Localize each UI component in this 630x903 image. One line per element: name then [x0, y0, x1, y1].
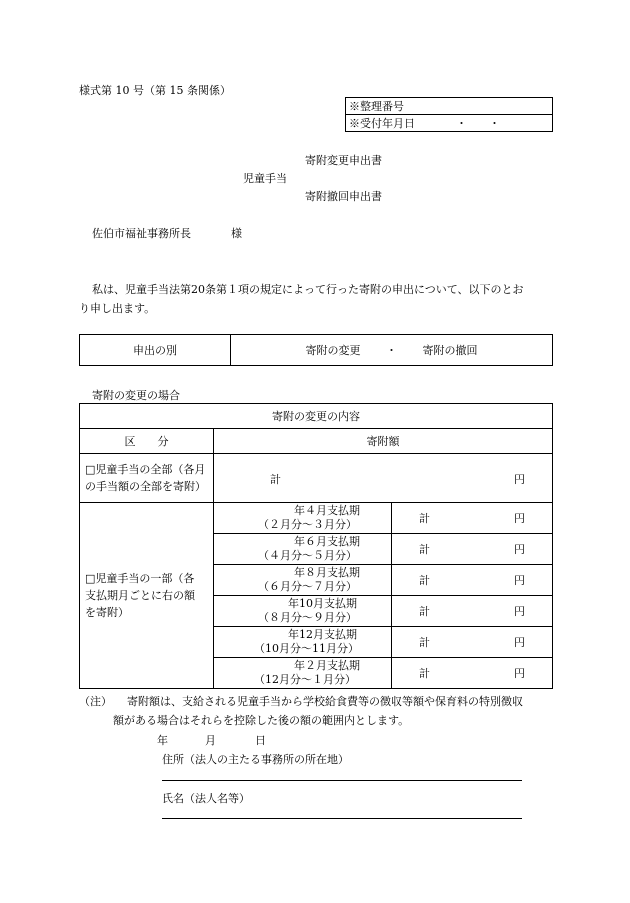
request-type-table	[79, 334, 553, 366]
period-yen: 円	[472, 658, 553, 689]
note-line1: 寄附額は、支給される児童手当から学校給食費等の徴収等額や保育料の特別徴収	[127, 695, 523, 708]
request-type-label: 申出の別	[80, 335, 231, 366]
period-line1: 年12月支払期	[288, 628, 357, 641]
name-line[interactable]	[162, 818, 522, 819]
body-text-line1: 私は、児童手当法第20条第１項の規定によって行った寄附の申出について、以下のとお	[92, 283, 524, 296]
period-total-label[interactable]: 計	[392, 596, 473, 627]
period-cell	[214, 565, 392, 596]
yen-label: 円	[514, 473, 525, 486]
period-total-label[interactable]: 計	[392, 627, 473, 658]
period-line1: 年２月支払期	[294, 659, 360, 672]
honorific: 様	[231, 227, 242, 240]
reference-number-field: ※整理番号	[346, 98, 553, 115]
period-line2: （４月分～５月分）	[258, 549, 357, 562]
row-all-label-line1: □児童手当の全部（各月	[85, 463, 206, 476]
date-day-label: 日	[255, 734, 266, 747]
option-change[interactable]: 寄附の変更	[305, 344, 361, 357]
change-table-header: 寄附の変更の内容	[80, 404, 553, 429]
option-separator: ・	[386, 344, 397, 357]
period-line1: 年８月支払期	[294, 566, 360, 579]
period-yen: 円	[472, 534, 553, 565]
option-withdraw[interactable]: 寄附の撤回	[422, 344, 478, 357]
period-total-label[interactable]: 計	[392, 503, 473, 534]
date-year-label: 年	[157, 734, 168, 747]
row-all-amount[interactable]	[214, 454, 553, 503]
change-section-label: 寄附の変更の場合	[92, 389, 180, 402]
row-part-label[interactable]	[80, 503, 214, 689]
row-all-label-line2: の手当額の全部を寄附）	[85, 480, 206, 493]
period-line2: （２月分～３月分）	[258, 518, 357, 531]
form-number: 様式第 10 号（第 15 条関係）	[79, 84, 231, 97]
received-date-label: ※受付年月日	[349, 117, 415, 130]
period-total-label[interactable]: 計	[392, 565, 473, 596]
period-yen: 円	[472, 565, 553, 596]
period-line1: 年４月支払期	[294, 504, 360, 517]
period-line2: （10月分～11月分）	[254, 642, 359, 655]
title-withdraw: 寄附撤回申出書	[305, 190, 382, 203]
body-text-line2: り申し出ます。	[79, 302, 156, 315]
addressee: 佐伯市福祉事務所長	[92, 227, 191, 240]
period-cell	[214, 596, 392, 627]
period-yen: 円	[472, 503, 553, 534]
row-part-label-line1: □児童手当の一部（各	[85, 572, 195, 585]
period-total-label[interactable]: 計	[392, 658, 473, 689]
period-line1: 年10月支払期	[288, 597, 357, 610]
period-line1: 年６月支払期	[294, 535, 360, 548]
change-table	[79, 403, 553, 689]
note-line2: 額がある場合はそれらを控除した後の額の範囲内とします。	[113, 714, 410, 727]
date-month-label: 月	[205, 734, 216, 747]
period-yen: 円	[472, 627, 553, 658]
name-label: 氏名（法人名等）	[162, 792, 250, 805]
column-category: 区 分	[80, 429, 214, 454]
note-label: （注）	[79, 695, 112, 708]
row-all-label[interactable]	[80, 454, 214, 503]
received-date-dots: ・ ・	[456, 117, 500, 130]
period-line2: （８月分～９月分）	[258, 611, 357, 624]
period-cell	[214, 658, 392, 689]
total-label: 計	[270, 473, 281, 486]
period-total-label[interactable]: 計	[392, 534, 473, 565]
row-part-label-line2: 支払期月ごとに右の額	[85, 589, 195, 602]
address-label: 住所（法人の主たる事務所の所在地）	[162, 753, 349, 766]
period-line2: （６月分～７月分）	[258, 580, 357, 593]
column-amount: 寄附額	[214, 429, 553, 454]
received-date-field	[346, 115, 553, 132]
period-cell	[214, 534, 392, 565]
address-line[interactable]	[162, 780, 522, 781]
period-line2: （12月分～１月分）	[254, 673, 356, 686]
title-change: 寄附変更申出書	[305, 154, 382, 167]
period-cell	[214, 627, 392, 658]
office-use-box	[345, 97, 553, 132]
period-cell	[214, 503, 392, 534]
row-part-label-line3: を寄附）	[85, 606, 129, 619]
period-yen: 円	[472, 596, 553, 627]
request-type-options	[231, 335, 553, 366]
title-prefix: 児童手当	[243, 172, 287, 185]
